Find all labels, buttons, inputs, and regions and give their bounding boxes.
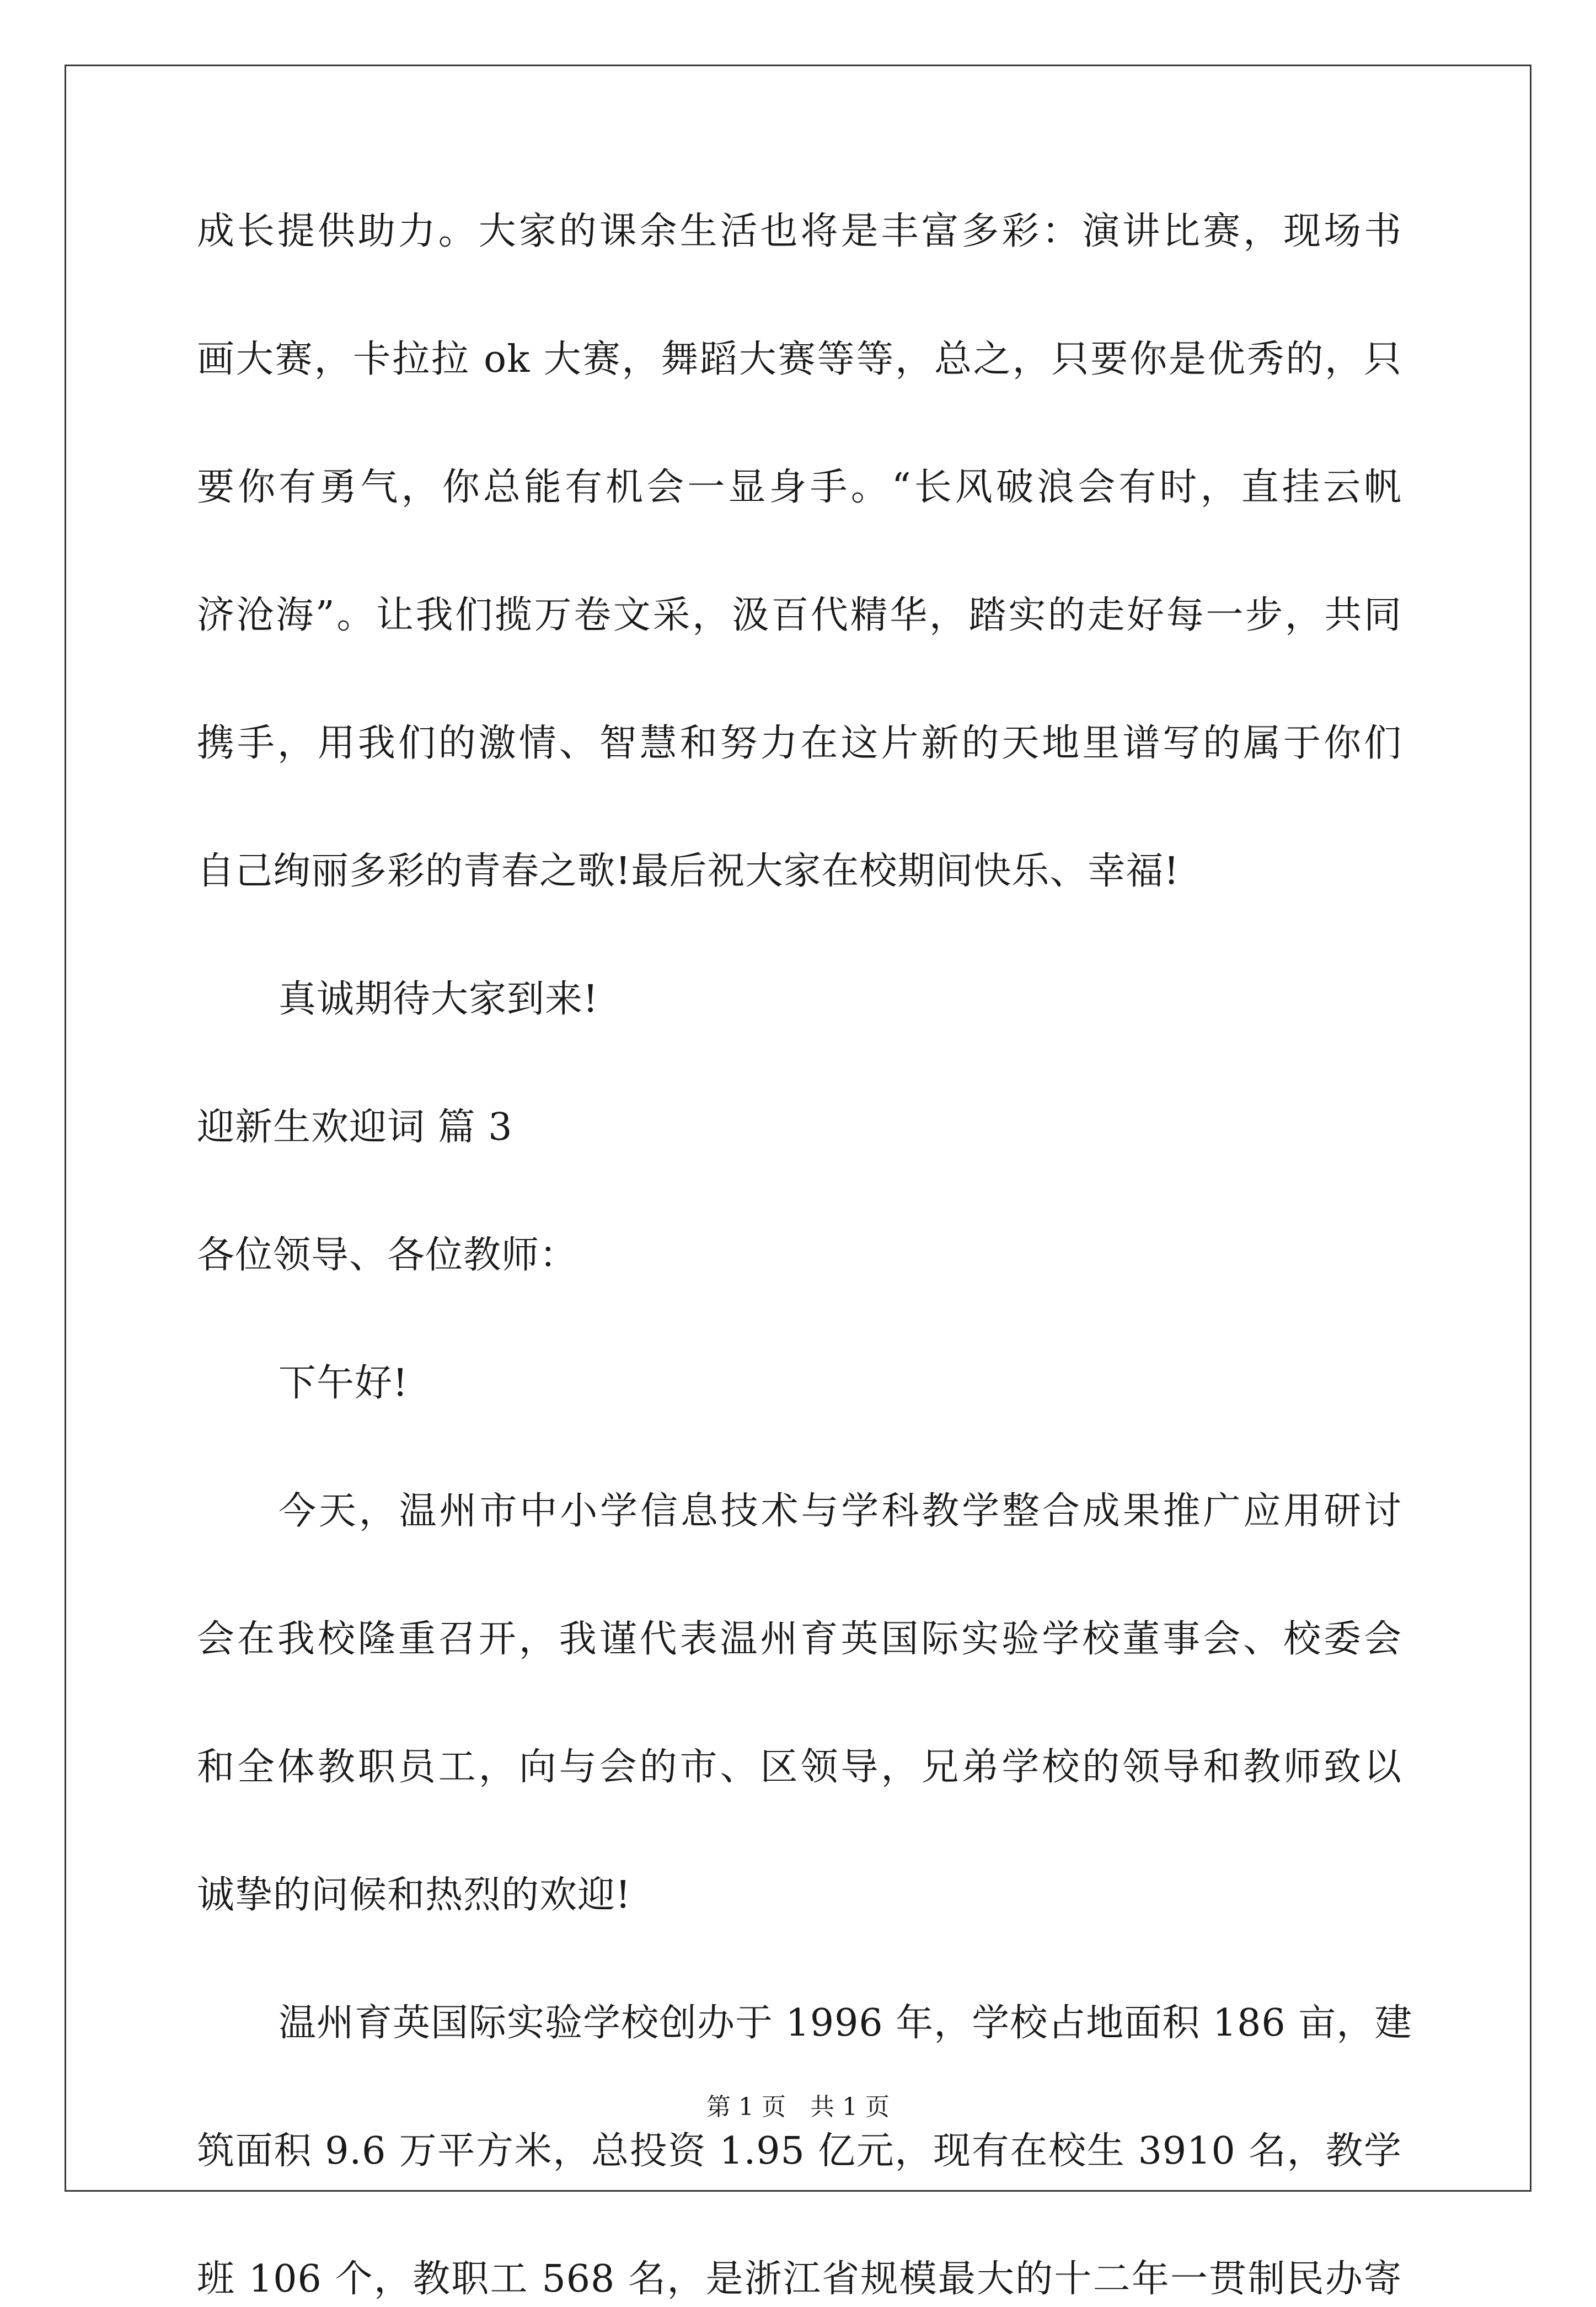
text-line: 今天，温州市中小学信息技术与学科教学整合成果推广应用研讨	[279, 1489, 1402, 1533]
salutation: 各位领导、各位教师：	[197, 1233, 578, 1277]
text-line: 班 106 个，教职工 568 名，是浙江省规模最大的十二年一贯制民办寄	[197, 2257, 1402, 2301]
closing-line: 真诚期待大家到来!	[279, 978, 599, 1021]
text-line: 要你有勇气，你总能有机会一显身手。“长风破浪会有时，直挂云帆	[197, 466, 1402, 509]
text-line: 自己绚丽多彩的青春之歌!最后祝大家在校期间快乐、幸福!	[197, 850, 1180, 893]
text-line: 济沧海”。让我们揽万卷文采，汲百代精华，踏实的走好每一步，共同	[197, 594, 1402, 637]
text-line: 成长提供助力。大家的课余生活也将是丰富多彩：演讲比赛，现场书	[197, 210, 1402, 253]
greeting: 下午好!	[279, 1361, 409, 1405]
text-line: 携手，用我们的激情、智慧和努力在这片新的天地里谱写的属于你们	[197, 722, 1402, 765]
text-line: 筑面积 9.6 万平方米，总投资 1.95 亿元，现有在校生 3910 名，教学	[197, 2129, 1402, 2173]
page-footer: 第 1 页 共 1 页	[706, 2093, 890, 2121]
text-line: 诚挚的问候和热烈的欢迎!	[197, 1873, 631, 1917]
text-line: 温州育英国际实验学校创办于 1996 年，学校占地面积 186 亩，建	[279, 2001, 1413, 2045]
text-line: 会在我校隆重召开，我谨代表温州育英国际实验学校董事会、校委会	[197, 1617, 1402, 1661]
section-heading: 迎新生欢迎词 篇 3	[197, 1106, 513, 1149]
text-line: 画大赛，卡拉拉 ok 大赛，舞蹈大赛等等，总之，只要你是优秀的，只	[197, 338, 1402, 381]
text-line: 和全体教职员工，向与会的市、区领导，兄弟学校的领导和教师致以	[197, 1745, 1402, 1789]
